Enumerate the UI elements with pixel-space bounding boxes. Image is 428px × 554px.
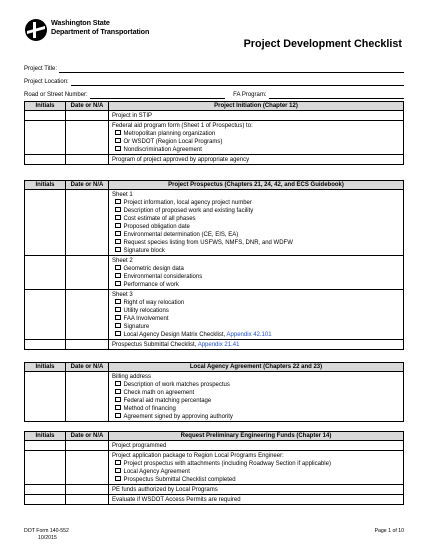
item-label: Environmental considerations	[123, 273, 203, 280]
initials-cell[interactable]	[25, 256, 66, 289]
initials-cell[interactable]	[25, 441, 66, 450]
checklist-subitem	[112, 138, 400, 146]
item-label: Geometric design data	[123, 265, 184, 272]
date-cell[interactable]	[66, 485, 109, 494]
project-title-field[interactable]	[59, 66, 404, 73]
date-cell[interactable]	[66, 340, 109, 349]
initials-cell[interactable]	[25, 290, 66, 339]
form-number: DOT Form 140-552	[24, 528, 69, 534]
checkbox[interactable]	[115, 331, 121, 337]
fa-program-label: FA Program:	[233, 92, 267, 98]
item-label: Sheet 3	[112, 291, 133, 298]
checklist-section	[24, 362, 404, 422]
checklist-row	[25, 155, 403, 164]
checkbox[interactable]	[115, 397, 121, 403]
checkbox[interactable]	[115, 381, 121, 387]
initials-cell[interactable]	[25, 485, 66, 494]
checklist-section	[24, 180, 404, 350]
date-cell[interactable]	[66, 190, 109, 255]
section-title: Project Prospectus (Chapters 21, 24, 42, and ECS Guidebook)	[168, 182, 344, 188]
checklist-subitem	[112, 389, 400, 397]
date-cell[interactable]	[66, 451, 109, 484]
form-revision: 10/2015	[38, 535, 57, 541]
checklist-item	[112, 496, 400, 504]
checklist-subitem	[112, 207, 400, 215]
wsdot-logo-icon	[24, 18, 48, 42]
page-title: Project Development Checklist	[243, 38, 402, 50]
checklist-section	[24, 431, 404, 505]
item-label: Method of financing	[123, 405, 176, 412]
initials-column-header: Initials	[25, 181, 66, 189]
checkbox[interactable]	[115, 199, 121, 205]
road-fa-row	[24, 86, 404, 99]
item-cell	[109, 340, 403, 349]
item-cell	[109, 121, 403, 154]
project-title-row	[24, 60, 404, 73]
checklist-row	[25, 495, 403, 504]
checklist-subitem	[112, 223, 400, 231]
item-label: Billing address	[112, 373, 152, 380]
section-header	[25, 363, 403, 372]
checklist-subitem	[112, 460, 400, 468]
form-info	[24, 528, 69, 542]
project-location-field[interactable]	[71, 79, 404, 86]
appendix-link[interactable]: Appendix 42.101	[226, 331, 272, 338]
checklist-item	[112, 191, 400, 199]
checklist-subitem	[112, 307, 400, 315]
item-label: Proposed obligation date	[123, 223, 190, 230]
checklist-item	[112, 452, 400, 460]
date-column-header: Date or N/A	[66, 432, 109, 440]
item-cell	[109, 441, 403, 450]
item-label: Project in STIP	[112, 112, 153, 119]
initials-cell[interactable]	[25, 190, 66, 255]
checklist-subitem	[112, 397, 400, 405]
checkbox[interactable]	[115, 215, 121, 221]
item-label: Signature block	[123, 247, 165, 254]
item-label: Program of project approved by appropriate agency	[112, 156, 250, 163]
initials-cell[interactable]	[25, 340, 66, 349]
date-cell[interactable]	[66, 372, 109, 421]
page-header	[24, 14, 408, 56]
checkbox[interactable]	[115, 323, 121, 329]
checklist-row	[25, 121, 403, 155]
item-label: PE funds authorized by Local Programs	[112, 486, 218, 493]
checklist-item	[112, 373, 400, 381]
initials-cell[interactable]	[25, 121, 66, 154]
item-label: Right of way relocation	[123, 299, 185, 306]
date-column-header: Date or N/A	[66, 181, 109, 189]
agency-name-line1: Washington State	[51, 18, 110, 27]
checkbox[interactable]	[115, 389, 121, 395]
date-cell[interactable]	[66, 256, 109, 289]
checkbox[interactable]	[115, 273, 121, 279]
item-cell	[109, 290, 403, 339]
item-label: Project prospectus with attachments (including Roadway Section if applicable)	[123, 460, 331, 467]
checklist-subitem	[112, 265, 400, 273]
checklist-item	[112, 122, 400, 130]
checklist-subitem	[112, 231, 400, 239]
initials-cell[interactable]	[25, 495, 66, 504]
checklist-subitem	[112, 130, 400, 138]
project-title-label: Project Title:	[24, 66, 58, 72]
date-cell[interactable]	[66, 111, 109, 120]
item-label: Federal aid matching percentage	[123, 397, 212, 404]
section-header	[25, 432, 403, 441]
checklist-row	[25, 190, 403, 256]
checklist-subitem	[112, 146, 400, 154]
checklist-subitem	[112, 239, 400, 247]
item-label: Project programmed	[112, 442, 167, 449]
item-label: Or WSDOT (Region Local Programs)	[123, 138, 223, 145]
item-label: Sheet 1	[112, 191, 133, 198]
item-label: Request species listing from USFWS, NMFS, DNR, and WDFW	[123, 239, 293, 246]
item-label: FAA Involvement	[123, 315, 169, 322]
initials-cell[interactable]	[25, 451, 66, 484]
checkbox[interactable]	[115, 138, 121, 144]
item-label: Project information, local agency project number	[123, 199, 252, 206]
date-cell[interactable]	[66, 290, 109, 339]
checkbox[interactable]	[115, 476, 121, 482]
item-label: Local Agency Agreement	[123, 468, 190, 475]
checkbox[interactable]	[115, 307, 121, 313]
checkbox[interactable]	[115, 413, 121, 419]
item-cell	[109, 372, 403, 421]
checkbox[interactable]	[115, 231, 121, 237]
checklist-subitem	[112, 381, 400, 389]
item-cell	[109, 155, 403, 164]
checklist-subitem	[112, 413, 400, 421]
date-cell[interactable]	[66, 121, 109, 154]
item-cell	[109, 495, 403, 504]
item-label: Prospectus Submittal Checklist completed	[123, 476, 236, 483]
section-header	[25, 102, 403, 111]
item-label: Description of proposed work and existing facility	[123, 207, 254, 214]
checkbox[interactable]	[115, 146, 121, 152]
checklist-subitem	[112, 405, 400, 413]
item-label: Project application package to Region Local Programs Engineer:	[112, 452, 284, 459]
agency-logo	[24, 14, 184, 54]
agency-name-line2: Department of Transportation	[51, 27, 150, 36]
date-cell[interactable]	[66, 155, 109, 164]
date-column-header: Date or N/A	[66, 363, 109, 371]
item-label: Check math on agreement	[123, 389, 195, 396]
section-title: Request Preliminary Engineering Funds (Chapter 14)	[180, 433, 332, 439]
checklist-row	[25, 451, 403, 485]
checklist-subitem	[112, 215, 400, 223]
checkbox[interactable]	[115, 281, 121, 287]
checklist-subitem	[112, 323, 400, 331]
checklist-item	[112, 291, 400, 299]
road-number-field[interactable]	[90, 92, 225, 99]
initials-cell[interactable]	[25, 372, 66, 421]
checkbox[interactable]	[115, 207, 121, 213]
initials-cell[interactable]	[25, 155, 66, 164]
road-number-label: Road or Street Number:	[24, 92, 88, 98]
checkbox[interactable]	[115, 130, 121, 136]
checklist-subitem	[112, 468, 400, 476]
checklist-item	[112, 442, 400, 450]
item-cell	[109, 256, 403, 289]
item-label: Evaluate if WSDOT Access Permits are required	[112, 496, 241, 503]
date-cell[interactable]	[66, 495, 109, 504]
checklist-subitem	[112, 315, 400, 323]
project-location-row	[24, 73, 404, 86]
checklist-row	[25, 290, 403, 340]
checkbox[interactable]	[115, 299, 121, 305]
checkbox[interactable]	[115, 315, 121, 321]
checklist-subitem	[112, 247, 400, 255]
checkbox[interactable]	[115, 223, 121, 229]
checkbox[interactable]	[115, 468, 121, 474]
checklist-item	[112, 112, 400, 120]
item-cell	[109, 190, 403, 255]
checklist-item	[112, 486, 400, 494]
initials-cell[interactable]	[25, 111, 66, 120]
checklist-row	[25, 441, 403, 451]
item-label: Description of work matches prospectus	[123, 381, 230, 388]
checkbox[interactable]	[115, 265, 121, 271]
checklist-row	[25, 372, 403, 421]
date-cell[interactable]	[66, 441, 109, 450]
page-number: Page 1 of 10	[374, 528, 404, 534]
checkbox[interactable]	[115, 405, 121, 411]
checkbox[interactable]	[115, 460, 121, 466]
checklist-item	[112, 341, 400, 349]
section-title: Local Agency Agreement (Chapters 22 and 23)	[189, 364, 323, 370]
item-label: Local Agency Design Matrix Checklist,	[123, 331, 227, 338]
item-label: Sheet 2	[112, 257, 133, 264]
checklist-row	[25, 485, 403, 495]
item-label: Cost estimate of all phases	[123, 215, 196, 222]
project-fields	[24, 60, 404, 99]
checklist-row	[25, 111, 403, 121]
item-cell	[109, 111, 403, 120]
checkbox[interactable]	[115, 239, 121, 245]
checklist-row	[25, 256, 403, 290]
checklist-item	[112, 156, 400, 164]
item-label: Prospectus Submittal Checklist,	[112, 341, 198, 348]
appendix-link[interactable]: Appendix 21.41	[197, 341, 240, 348]
item-label: Environmental determination (CE, EIS, EA)	[123, 231, 239, 238]
checklist-section	[24, 101, 404, 165]
checklist-subitem	[112, 476, 400, 484]
item-label: Utility relocations	[123, 307, 169, 314]
checklist-subitem	[112, 273, 400, 281]
item-label: Metropolitan planning organization	[123, 130, 216, 137]
item-label: Signature	[123, 323, 150, 330]
checklist-row	[25, 340, 403, 349]
checkbox[interactable]	[115, 247, 121, 253]
project-location-label: Project Location:	[24, 79, 69, 85]
item-label: Nondiscrimination Agreement	[123, 146, 202, 153]
item-label: Agreement signed by approving authority	[123, 413, 233, 420]
section-title: Project Initiation (Chapter 12)	[214, 103, 298, 109]
initials-column-header: Initials	[25, 432, 66, 440]
checklist-subitem	[112, 281, 400, 289]
item-cell	[109, 485, 403, 494]
fa-program-field[interactable]	[269, 92, 404, 99]
item-label: Federal aid program form (Sheet 1 of Prospectus) to:	[112, 122, 253, 129]
initials-column-header: Initials	[25, 102, 66, 110]
date-column-header: Date or N/A	[66, 102, 109, 110]
item-cell	[109, 451, 403, 484]
item-label: Performance of work	[123, 281, 179, 288]
section-header	[25, 181, 403, 190]
checklist-subitem	[112, 299, 400, 307]
checklist-subitem	[112, 199, 400, 207]
checklist-item	[112, 257, 400, 265]
checklist-subitem	[112, 331, 400, 339]
initials-column-header: Initials	[25, 363, 66, 371]
